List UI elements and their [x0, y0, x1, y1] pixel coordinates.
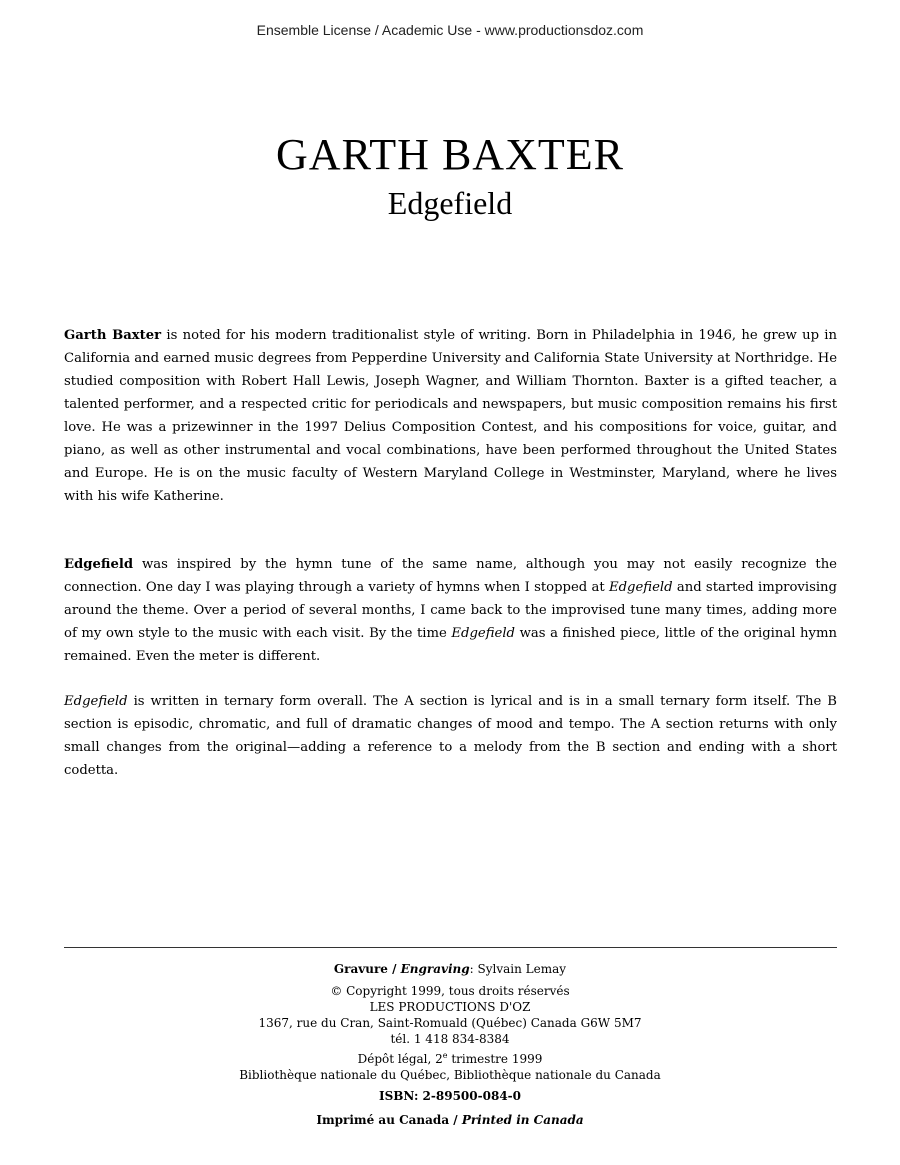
note2-text-a: is written in ternary form overall. The A section is lyrical and is in a small ternary form itself. The B section is episodic, chromatic, and full of dramatic changes of mood and tempo. The A section returns with only small changes from the original—adding a reference to a melody from the B section and ending with a short codetta.	[64, 694, 837, 778]
work-title: Edgefield	[387, 185, 513, 221]
note2-italic-a: Edgefield	[64, 694, 128, 709]
depot-text-a: Dépôt légal, 2	[357, 1052, 443, 1066]
printed-en: Printed in Canada	[461, 1113, 584, 1127]
engraving-label-en: Engraving	[400, 962, 470, 976]
publisher-address: 1367, rue du Cran, Saint-Romuald (Québec) Canada G6W 5M7	[258, 1016, 642, 1030]
engraver-name: : Sylvain Lemay	[469, 962, 567, 976]
bio-text: is noted for his modern traditionalist style of writing. Born in Philadelphia in 1946, he grew up in California and earned music degrees from Pepperdine University and California State University at Northridge. He studied composition with Robert Hall Lewis, Joseph Wagner, and William Thornton. Baxter is a gifted teacher, a talented performer, and a respected critic for periodicals and newspapers, but music composition remains his first love. He was a prizewinner in the 1997 Delius Composition Contest, and his compositions for voice, guitar, and piano, as well as other instrumental and vocal combinations, have been performed throughout the United States and Europe. He is on the music faculty of Western Maryland College in Westminster, Maryland, where he lives with his wife Katherine.	[64, 328, 837, 504]
composer-name: GARTH BAXTER	[276, 130, 624, 179]
program-note-paragraph-2	[64, 690, 837, 782]
engraving-label-fr: Gravure /	[333, 962, 401, 976]
engraving-credit	[0, 961, 900, 977]
note1-italic-a: Edgefield	[608, 580, 673, 595]
note1-text-c: was a finished piece, little of the original hymn remained. Even the meter is different.	[64, 626, 837, 664]
note1-text-b: and started improvising around the theme. Over a period of several months, I came back to the improvised tune many times, adding more of my own style to the music with each visit. By the time	[64, 580, 837, 641]
copyright-line: © Copyright 1999, tous droits réservés	[330, 984, 570, 998]
depot-superscript: e	[442, 1051, 448, 1060]
legal-deposit-line	[0, 1051, 900, 1067]
printed-fr: Imprimé au Canada /	[316, 1113, 462, 1127]
isbn: ISBN: 2-89500-084-0	[378, 1089, 521, 1103]
legal-deposit-block	[0, 1051, 900, 1083]
note1-italic-b: Edgefield	[451, 626, 515, 641]
copyright-block	[0, 983, 900, 1047]
note1-lead: Edgefield	[64, 557, 134, 572]
printed-in	[0, 1112, 900, 1128]
composer-biography	[64, 324, 837, 508]
publisher-name: LES PRODUCTIONS D'OZ	[369, 1000, 531, 1014]
bio-lead-name: Garth Baxter	[64, 328, 162, 343]
library-line: Bibliothèque nationale du Québec, Bibliothèque nationale du Canada	[239, 1068, 661, 1082]
footer-divider	[64, 947, 837, 948]
publisher-phone: tél. 1 418 834-8384	[390, 1032, 510, 1046]
program-note-paragraph-1	[64, 553, 837, 668]
note1-text-a: was inspired by the hymn tune of the same name, although you may not easily recognize the connection. One day I was playing through a variety of hymns when I stopped at	[64, 557, 837, 595]
license-header: Ensemble License / Academic Use - www.productionsdoz.com	[256, 22, 644, 38]
depot-text-b: trimestre 1999	[447, 1052, 543, 1066]
